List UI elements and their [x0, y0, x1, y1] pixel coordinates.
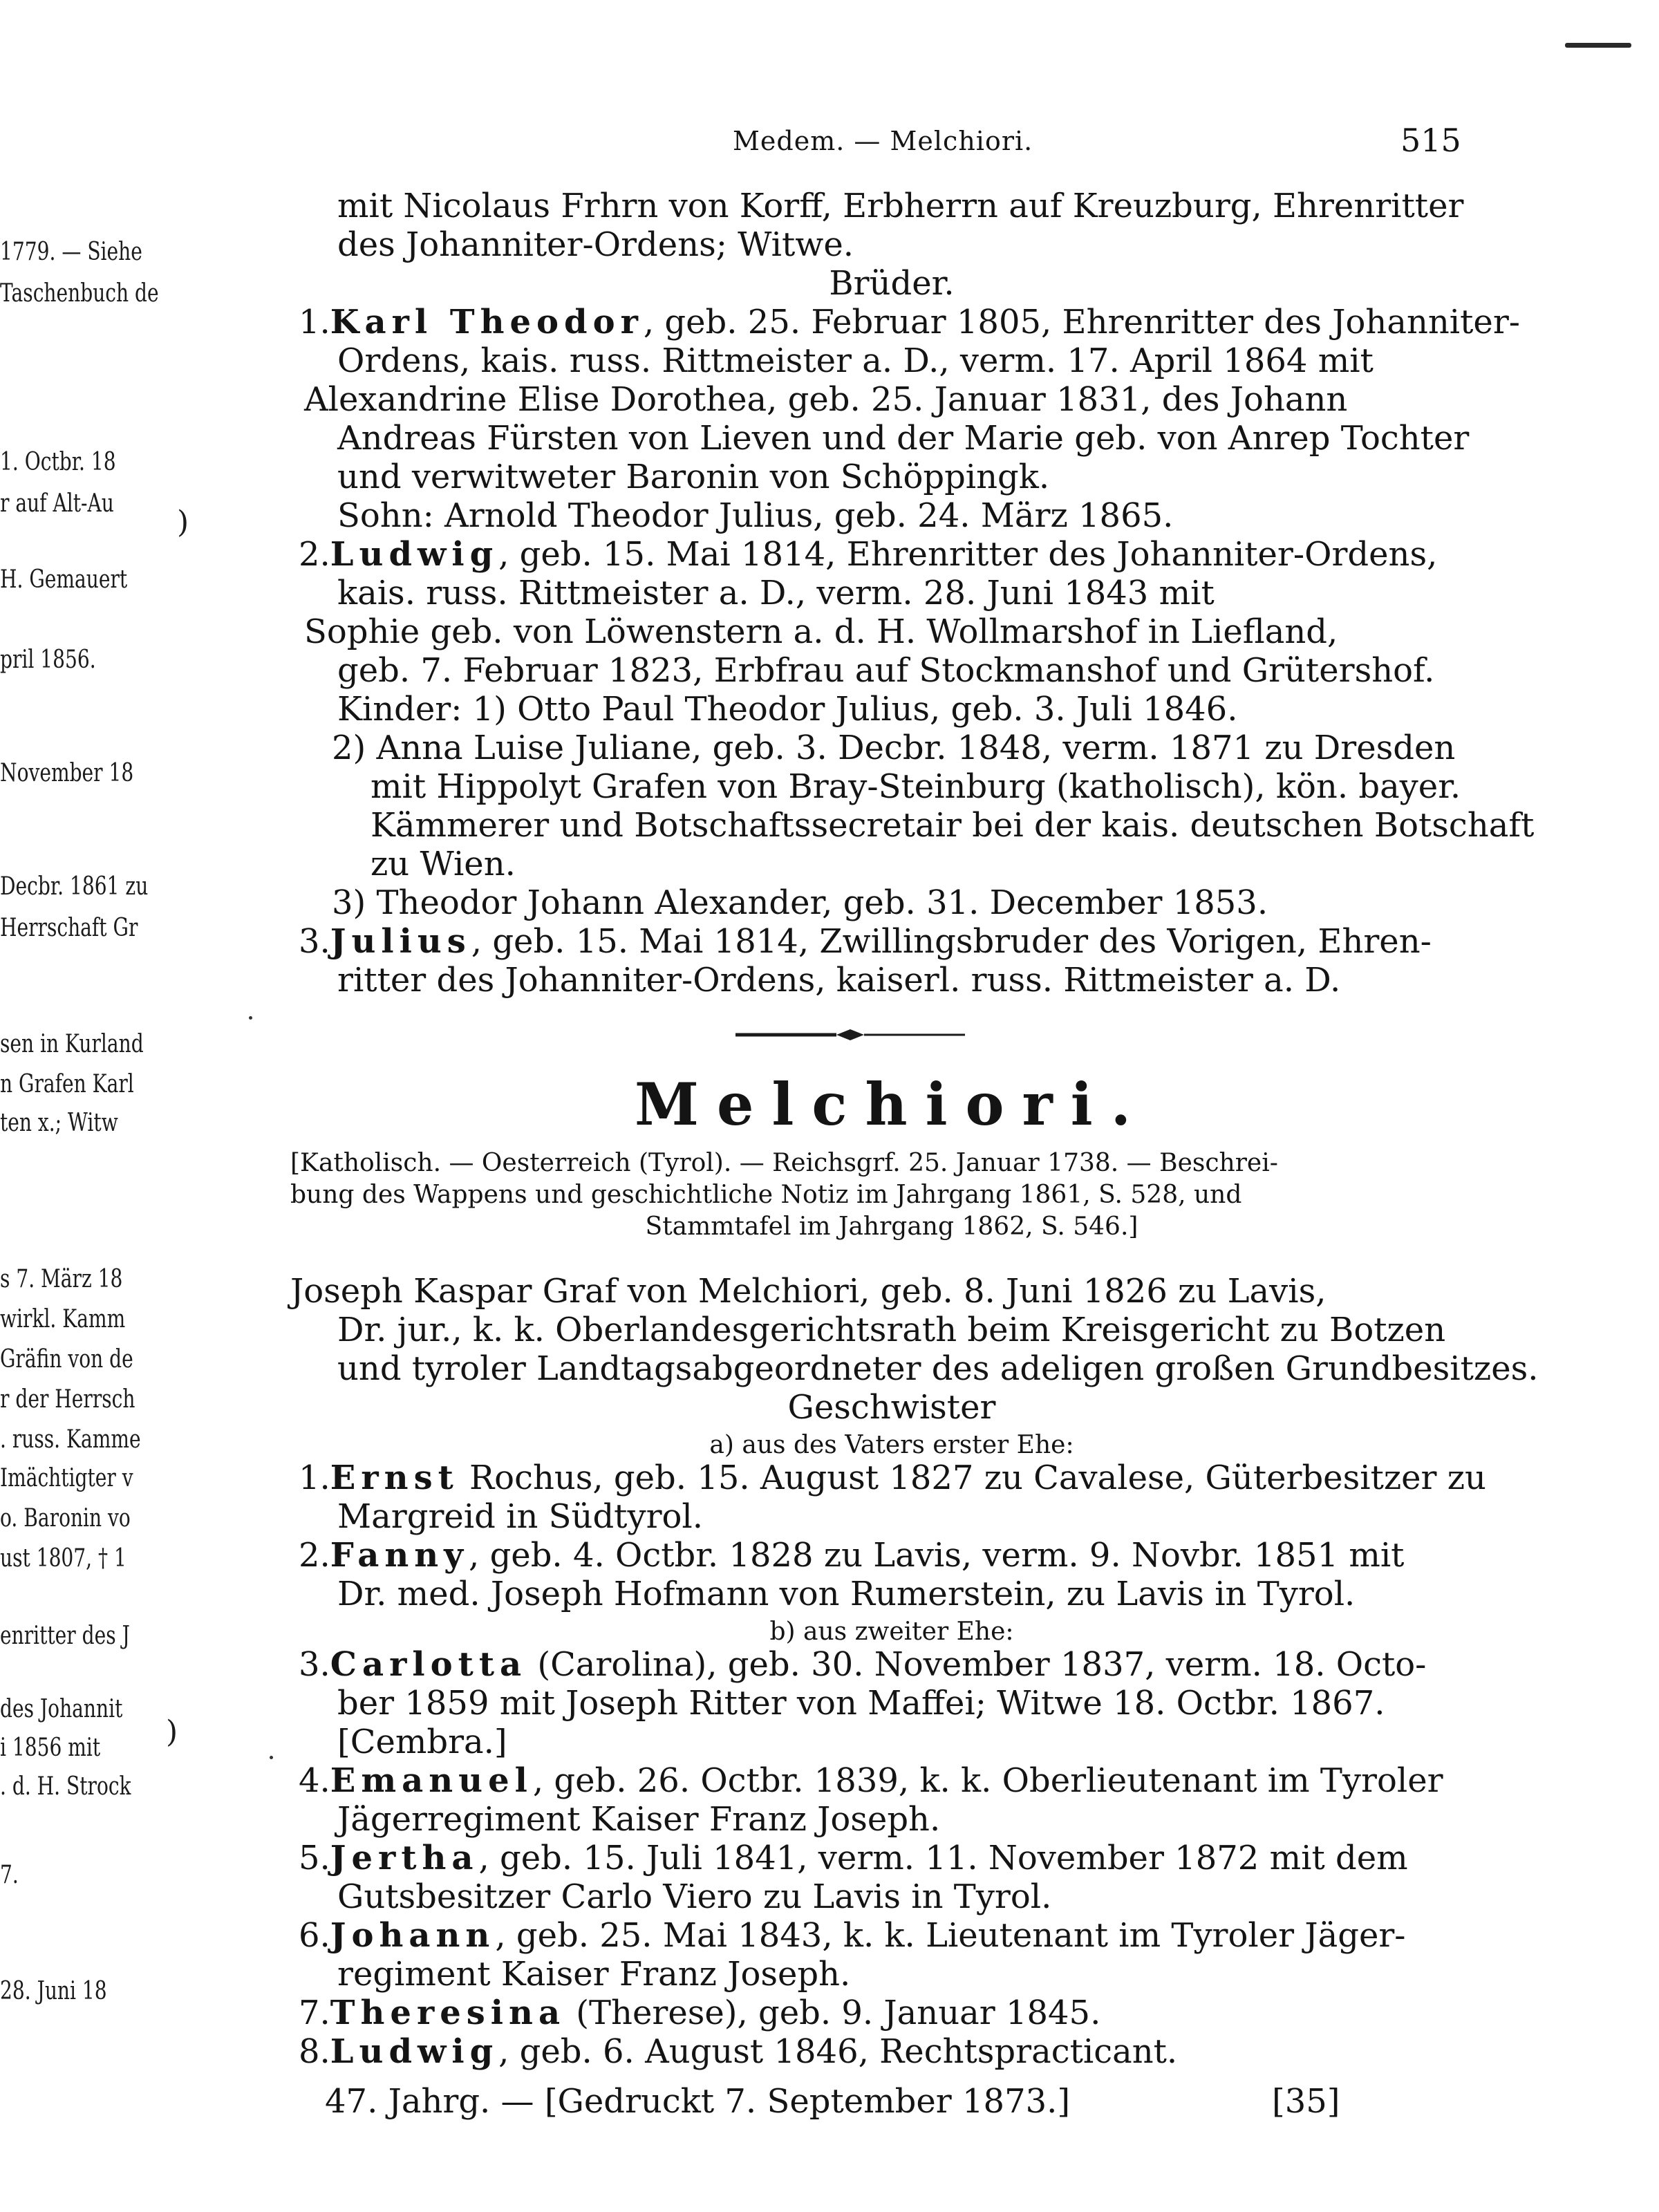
facing-page-line: Herrschaft Gr: [0, 914, 138, 942]
entry-continuation: regiment Kaiser Franz Joseph.: [337, 1955, 851, 1994]
facing-page-line: des Johannit: [0, 1695, 123, 1723]
entry-continuation: Andreas Fürsten von Lieven und der Marie geb. von Anrep Tochter: [337, 419, 1470, 458]
entry-text: , geb. 25. Mai 1843, k. k. Lieutenant im Tyroler Jäger-: [495, 1916, 1406, 1955]
entry-continuation: Gutsbesitzer Carlo Viero zu Lavis in Tyrol.: [337, 1877, 1052, 1916]
facing-page-line: 1. Octbr. 18: [0, 448, 116, 476]
head-of-family-line: Joseph Kaspar Graf von Melchiori, geb. 8. Juni 1826 zu Lavis,: [290, 1272, 1327, 1311]
entry-continuation: Kämmerer und Botschaftssecretair bei der kais. deutschen Botschaft: [371, 806, 1535, 845]
signature-mark: [35]: [1272, 2082, 1340, 2121]
entry-continuation: zu Wien.: [371, 845, 516, 883]
entry-text: , geb. 15. Mai 1814, Ehrenritter des Johanniter-Ordens,: [498, 535, 1438, 574]
facing-page-line: ust 1807, † 1: [0, 1544, 126, 1573]
facing-page-line: Imächtigter v: [0, 1464, 133, 1492]
facing-page-line: o. Baronin vo: [0, 1504, 131, 1533]
facing-page-line: 7.: [0, 1861, 19, 1889]
entry-name: Jertha: [330, 1839, 479, 1877]
entry-line: [299, 1645, 1426, 1684]
margin-paren: ): [177, 505, 189, 540]
entry-continuation: Sophie geb. von Löwenstern a. d. H. Wollmarshof in Liefland,: [304, 612, 1338, 651]
entry-name: Carlotta: [330, 1645, 527, 1684]
entry-continuation: geb. 7. Februar 1823, Erbfrau auf Stockmanshof und Grütershof.: [337, 651, 1435, 690]
entry-line: [299, 1761, 1443, 1800]
facing-page-line: Taschenbuch de: [0, 279, 159, 308]
entry-text: , geb. 6. August 1846, Rechtspracticant.: [498, 2032, 1178, 2071]
facing-page-line: H. Gemauert: [0, 565, 128, 594]
head-of-family-line: Dr. jur., k. k. Oberlandesgerichtsrath beim Kreisgericht zu Botzen: [337, 1311, 1446, 1349]
entry-name: Emanuel: [330, 1761, 533, 1800]
entry-continuation: 2) Anna Luise Juliane, geb. 3. Decbr. 1848, verm. 1871 zu Dresden: [332, 729, 1456, 767]
entry-number: 1.: [299, 1459, 330, 1497]
facing-page-line: enritter des J: [0, 1622, 130, 1650]
entry-text: , geb. 26. Octbr. 1839, k. k. Oberlieutenant im Tyroler: [532, 1761, 1443, 1800]
entry-number: 4.: [299, 1761, 330, 1800]
running-head: Medem. — Melchiori.: [733, 126, 1033, 156]
entry-line: [299, 1994, 1100, 2032]
entry-continuation: Jägerregiment Kaiser Franz Joseph.: [337, 1800, 941, 1839]
entry-line: [299, 1459, 1486, 1497]
entry-continuation: und verwitweter Baronin von Schöppingk.: [337, 458, 1050, 496]
entry-name: Theresina: [330, 1994, 566, 2032]
facing-page-line: s 7. März 18: [0, 1265, 123, 1293]
entry-line: [299, 1916, 1406, 1955]
entry-text: , geb. 15. Mai 1814, Zwillingsbruder des Vorigen, Ehren-: [471, 922, 1432, 961]
section-heading: Brüder.: [829, 264, 955, 303]
print-speck: [270, 1756, 273, 1759]
entry-name: Johann: [330, 1916, 496, 1955]
entry-line: [299, 922, 1432, 961]
entry-number: 2.: [299, 535, 330, 574]
entry-number: 7.: [299, 1994, 330, 2032]
entry-name: Karl Theodor: [330, 303, 644, 341]
section-divider-ornament: [733, 1027, 968, 1042]
entry-continuation: Ordens, kais. russ. Rittmeister a. D., verm. 17. April 1864 mit: [337, 341, 1374, 380]
entry-number: 3.: [299, 1645, 330, 1684]
print-speck: [249, 1016, 252, 1020]
facing-page-line: r auf Alt-Au: [0, 489, 114, 518]
family-title: Melchiori.: [635, 1070, 1149, 1138]
margin-paren: ): [166, 1714, 178, 1750]
entry-line: [299, 535, 1437, 574]
entry-continuation: ber 1859 mit Joseph Ritter von Maffei; Witwe 18. Octbr. 1867.: [337, 1684, 1385, 1723]
entry-line: [299, 2032, 1177, 2071]
entry-name: Ludwig: [330, 2032, 499, 2071]
siblings-heading: Geschwister: [787, 1388, 996, 1427]
entry-continuation: mit Hippolyt Grafen von Bray-Steinburg (katholisch), kön. bayer.: [371, 767, 1461, 806]
entry-number: 5.: [299, 1839, 330, 1877]
facing-page-line: 28. Juni 18: [0, 1977, 107, 2005]
entry-line: [299, 1536, 1404, 1575]
facing-page-line: sen in Kurland: [0, 1030, 144, 1058]
facing-page-line: i 1856 mit: [0, 1734, 101, 1762]
entry-number: 8.: [299, 2032, 330, 2071]
facing-page-line: n Grafen Karl: [0, 1070, 134, 1098]
facing-page-line: . russ. Kamme: [0, 1425, 141, 1454]
scan-mark: [1565, 43, 1631, 48]
facing-page-line: wirkl. Kamm: [0, 1305, 126, 1333]
facing-page-line: r der Herrsch: [0, 1385, 135, 1414]
entry-continuation: 3) Theodor Johann Alexander, geb. 31. December 1853.: [332, 883, 1268, 922]
page-number: 515: [1400, 122, 1461, 159]
entry-continuation: Sohn: Arnold Theodor Julius, geb. 24. März 1865.: [337, 496, 1174, 535]
entry-text: , geb. 25. Februar 1805, Ehrenritter des Johanniter-: [643, 303, 1520, 341]
entry-continuation: Alexandrine Elise Dorothea, geb. 25. Januar 1831, des Johann: [304, 380, 1348, 419]
head-of-family-line: und tyroler Landtagsabgeordneter des adeligen großen Grundbesitzes.: [337, 1349, 1539, 1388]
entry-line: [299, 303, 1520, 341]
entry-continuation: Margreid in Südtyrol.: [337, 1497, 704, 1536]
entry-continuation: ritter des Johanniter-Ordens, kaiserl. russ. Rittmeister a. D.: [337, 961, 1341, 1000]
subheading-first-marriage: a) aus des Vaters erster Ehe:: [709, 1431, 1074, 1459]
entry-continuation: kais. russ. Rittmeister a. D., verm. 28. Juni 1843 mit: [337, 574, 1215, 612]
facing-page-fragment: [0, 0, 207, 2212]
family-intro-note: Stammtafel im Jahrgang 1862, S. 546.]: [645, 1212, 1138, 1241]
family-intro-note: bung des Wappens und geschichtliche Notiz im Jahrgang 1861, S. 528, und: [290, 1181, 1242, 1209]
entry-number: 2.: [299, 1536, 330, 1575]
facing-page-line: November 18: [0, 759, 134, 787]
subheading-second-marriage: b) aus zweiter Ehe:: [769, 1618, 1014, 1646]
entry-name: Fanny: [330, 1536, 469, 1575]
entry-name: Ludwig: [330, 535, 499, 574]
entry-text: , geb. 15. Juli 1841, verm. 11. November 1872 mit dem: [478, 1839, 1408, 1877]
facing-page-line: Gräfin von de: [0, 1345, 133, 1374]
entry-number: 1.: [299, 303, 330, 341]
entry-name: Ernst: [330, 1459, 459, 1497]
entry-continuation: [Cembra.]: [337, 1723, 507, 1761]
entry-number: 6.: [299, 1916, 330, 1955]
intro-line: mit Nicolaus Frhrn von Korff, Erbherrn auf Kreuzburg, Ehrenritter: [337, 187, 1464, 225]
entry-text: (Carolina), geb. 30. November 1837, verm. 18. Octo-: [527, 1645, 1427, 1684]
entry-text: , geb. 4. Octbr. 1828 zu Lavis, verm. 9. Novbr. 1851 mit: [469, 1536, 1405, 1575]
facing-page-line: 1779. — Siehe: [0, 238, 142, 266]
entry-text: (Therese), geb. 9. Januar 1845.: [565, 1994, 1101, 2032]
entry-line: [299, 1839, 1408, 1877]
print-date-footer: 47. Jahrg. — [Gedruckt 7. September 1873.]: [325, 2082, 1071, 2121]
entry-number: 3.: [299, 922, 330, 961]
entry-name: Julius: [330, 922, 471, 961]
intro-line: des Johanniter-Ordens; Witwe.: [337, 225, 854, 264]
family-intro-note: [Katholisch. — Oesterreich (Tyrol). — Reichsgrf. 25. Januar 1738. — Beschrei-: [290, 1149, 1278, 1177]
entry-text: Rochus, geb. 15. August 1827 zu Cavalese, Güterbesitzer zu: [458, 1459, 1486, 1497]
facing-page-line: . d. H. Strock: [0, 1772, 131, 1801]
facing-page-line: Decbr. 1861 zu: [0, 872, 149, 901]
facing-page-line: ten x.; Witw: [0, 1109, 118, 1137]
entry-continuation: Kinder: 1) Otto Paul Theodor Julius, geb. 3. Juli 1846.: [337, 690, 1238, 729]
facing-page-line: pril 1856.: [0, 646, 96, 674]
entry-continuation: Dr. med. Joseph Hofmann von Rumerstein, zu Lavis in Tyrol.: [337, 1575, 1356, 1613]
